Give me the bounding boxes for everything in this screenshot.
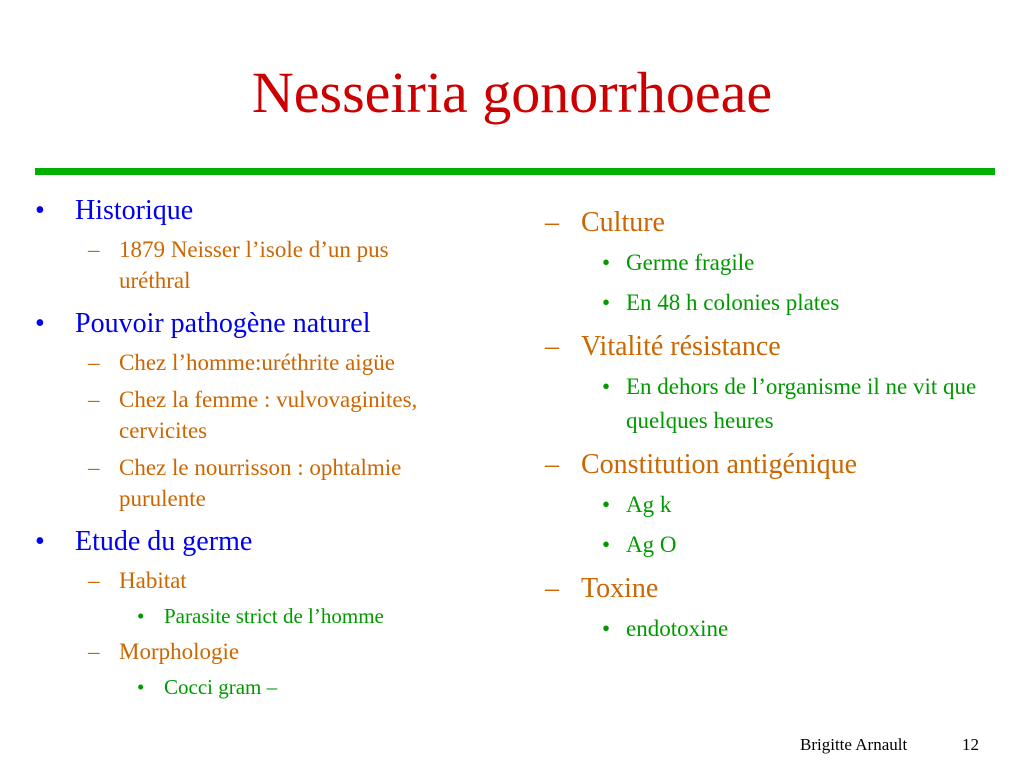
dash-marker: – xyxy=(88,350,100,375)
sub-sub-bullet-text: Cocci gram – xyxy=(164,675,278,699)
dash-marker: – xyxy=(88,387,100,412)
dash-marker: – xyxy=(88,455,100,480)
page-number: 12 xyxy=(962,735,979,754)
sub-sub-bullet-text: En dehors de l’organisme il ne vit que quelques heures xyxy=(626,374,977,433)
bullet-marker: • xyxy=(35,308,45,339)
sub-bullet-morphologie xyxy=(28,636,508,667)
sub-sub-bullet-cocci xyxy=(28,673,508,701)
sub-bullet-neisser xyxy=(28,234,508,296)
bullet-marker: • xyxy=(137,675,145,699)
sub-bullet-nourrisson xyxy=(28,452,508,514)
sub-sub-bullet-organisme xyxy=(545,370,1005,438)
bullet-marker: • xyxy=(602,492,611,517)
sub-bullet-text: Chez le nourrisson : ophtalmie purulente xyxy=(119,455,402,511)
bullet-etude-germe xyxy=(28,525,508,559)
sub-bullet-vitalite xyxy=(545,330,1005,364)
bullet-historique xyxy=(28,194,508,228)
sub-sub-bullet-ag-k xyxy=(545,488,1005,522)
sub-bullet-femme xyxy=(28,384,508,446)
right-column xyxy=(545,206,1005,646)
sub-sub-bullet-text: Ag O xyxy=(626,532,677,557)
sub-sub-bullet-germe-fragile xyxy=(545,246,1005,280)
bullet-marker: • xyxy=(35,526,45,557)
bullet-text: Etude du germe xyxy=(75,526,253,557)
sub-sub-bullet-text: En 48 h colonies plates xyxy=(626,290,840,315)
title-divider xyxy=(35,168,995,175)
sub-sub-bullet-ag-o xyxy=(545,528,1005,562)
dash-marker: – xyxy=(545,207,559,238)
sub-sub-bullet-endotoxine xyxy=(545,612,1005,646)
sub-bullet-text: Chez la femme : vulvovaginites, cervicites xyxy=(119,387,418,443)
sub-bullet-text: 1879 Neisser l’isole d’un pus uréthral xyxy=(119,237,389,293)
sub-bullet-toxine xyxy=(545,572,1005,606)
dash-marker: – xyxy=(545,331,559,362)
sub-bullet-text: Culture xyxy=(581,207,665,238)
sub-bullet-text: Habitat xyxy=(119,568,187,593)
sub-bullet-homme xyxy=(28,347,508,378)
dash-marker: – xyxy=(88,639,100,664)
bullet-marker: • xyxy=(137,604,145,628)
bullet-text: Pouvoir pathogène naturel xyxy=(75,308,371,339)
bullet-marker: • xyxy=(602,532,611,557)
sub-sub-bullet-text: endotoxine xyxy=(626,616,729,641)
bullet-marker: • xyxy=(602,250,611,275)
sub-sub-bullet-colonies xyxy=(545,286,1005,320)
slide-title: Nesseiria gonorrhoeae xyxy=(251,60,773,125)
dash-marker: – xyxy=(88,568,100,593)
sub-bullet-text: Chez l’homme:uréthrite aigüe xyxy=(119,350,395,375)
bullet-text: Historique xyxy=(75,195,194,226)
bullet-marker: • xyxy=(602,374,611,399)
bullet-marker: • xyxy=(602,616,611,641)
sub-bullet-text: Toxine xyxy=(581,573,659,604)
bullet-pouvoir-pathogene xyxy=(28,307,508,341)
sub-bullet-constitution xyxy=(545,448,1005,482)
left-column xyxy=(28,194,508,701)
dash-marker: – xyxy=(88,237,100,262)
sub-sub-bullet-text: Ag k xyxy=(626,492,672,517)
dash-marker: – xyxy=(545,573,559,604)
bullet-marker: • xyxy=(35,195,45,226)
dash-marker: – xyxy=(545,449,559,480)
footer-author: Brigitte Arnault xyxy=(800,735,908,754)
sub-sub-bullet-text: Germe fragile xyxy=(626,250,755,275)
sub-sub-bullet-text: Parasite strict de l’homme xyxy=(164,604,384,628)
sub-bullet-text: Morphologie xyxy=(119,639,240,664)
sub-bullet-text: Constitution antigénique xyxy=(581,449,858,480)
sub-bullet-text: Vitalité résistance xyxy=(581,331,781,362)
sub-bullet-habitat xyxy=(28,565,508,596)
sub-bullet-culture xyxy=(545,206,1005,240)
sub-sub-bullet-parasite xyxy=(28,602,508,630)
bullet-marker: • xyxy=(602,290,611,315)
